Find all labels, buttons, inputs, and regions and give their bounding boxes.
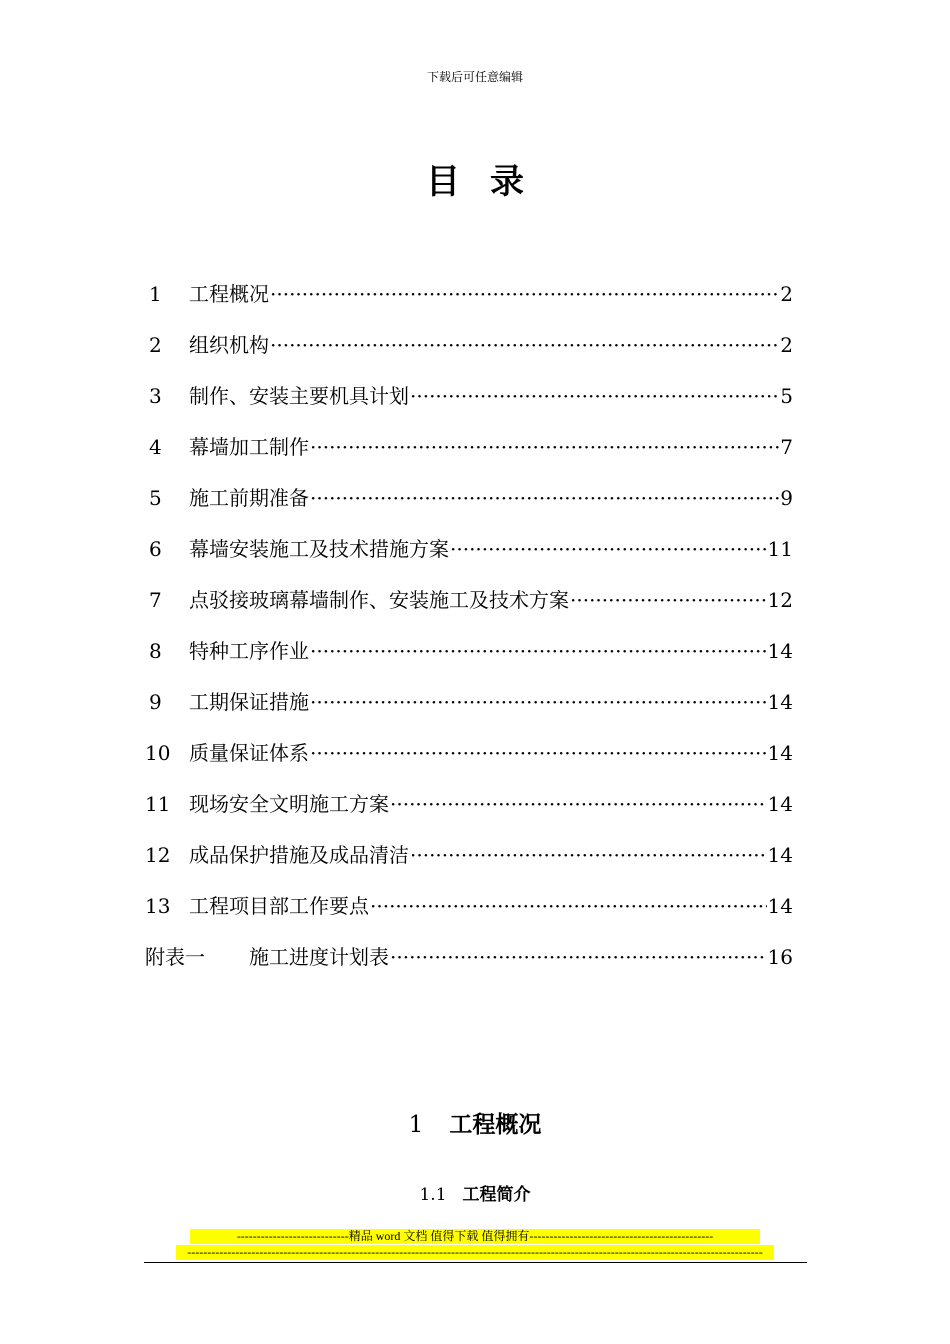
toc-entry[interactable] (145, 329, 793, 380)
toc-entry-page: 5 (780, 384, 793, 408)
toc-entry[interactable] (145, 482, 793, 533)
toc-entry-page: 14 (767, 690, 793, 714)
toc-entry[interactable] (145, 635, 793, 686)
toc-entry-label: 现场安全文明施工方案 (189, 792, 389, 816)
toc-entry[interactable] (145, 380, 793, 431)
toc-entry-label: 工期保证措施 (189, 690, 309, 714)
toc-leader-dots (410, 843, 767, 867)
toc-entry[interactable] (145, 431, 793, 482)
toc-entry-number: 6 (149, 537, 162, 561)
toc-entry-number: 2 (149, 333, 162, 357)
toc-leader-dots (310, 435, 779, 459)
toc-entry-page: 14 (767, 639, 793, 663)
toc-entry-label: 工程概况 (189, 282, 269, 306)
toc-leader-dots (310, 741, 767, 765)
toc-entry-label: 施工前期准备 (189, 486, 309, 510)
toc-entry[interactable] (145, 533, 793, 584)
toc-entry-page: 2 (780, 333, 793, 357)
section-title: 工程概况 (449, 1112, 542, 1138)
toc-entry-label: 组织机构 (189, 333, 269, 357)
toc-entry-label: 点驳接玻璃幕墙制作、安装施工及技术方案 (189, 588, 569, 612)
toc-leader-dots (310, 639, 767, 663)
toc-entry-label: 质量保证体系 (189, 741, 309, 765)
toc-entry-appendix[interactable] (145, 941, 793, 992)
toc-entry-label: 施工进度计划表 (249, 945, 389, 969)
toc-title: 目录 (426, 162, 554, 202)
toc-leader-dots (310, 486, 779, 510)
toc-entry-number: 附表一 (145, 945, 205, 969)
toc-leader-dots (370, 894, 767, 918)
toc-leader-dots (270, 333, 779, 357)
toc-entry-page: 12 (767, 588, 793, 612)
toc-entry-number: 1 (149, 282, 162, 306)
toc-entry[interactable] (145, 737, 793, 788)
toc-entry-page: 14 (767, 894, 793, 918)
toc-entry[interactable] (145, 686, 793, 737)
subsection-heading (0, 1180, 950, 1205)
toc-entry[interactable] (145, 584, 793, 635)
toc-entry-page: 14 (767, 741, 793, 765)
toc-entry-label: 特种工序作业 (189, 639, 309, 663)
toc-entry-number: 4 (149, 435, 162, 459)
toc-entry-page: 11 (767, 537, 793, 561)
toc-entry-number: 12 (145, 843, 171, 867)
toc-entry-label: 幕墙安装施工及技术措施方案 (189, 537, 449, 561)
footer-banner-line-1: ----------------------------精品 word 文档 值得下载 值得拥有---------------------------------------------- (190, 1229, 760, 1244)
toc-leader-dots (390, 945, 767, 969)
toc-entry-page: 16 (767, 945, 793, 969)
toc-entry-number: 8 (149, 639, 162, 663)
toc-list (145, 278, 793, 992)
toc-entry-page: 9 (780, 486, 793, 510)
toc-entry[interactable] (145, 839, 793, 890)
toc-entry-number: 7 (149, 588, 162, 612)
toc-entry-page: 2 (780, 282, 793, 306)
toc-leader-dots (310, 690, 767, 714)
toc-entry-number: 3 (149, 384, 162, 408)
toc-entry-label: 幕墙加工制作 (189, 435, 309, 459)
toc-leader-dots (570, 588, 767, 612)
toc-entry[interactable] (145, 890, 793, 941)
toc-leader-dots (450, 537, 767, 561)
toc-entry[interactable] (145, 788, 793, 839)
toc-leader-dots (410, 384, 779, 408)
toc-entry-page: 14 (767, 792, 793, 816)
toc-entry-page: 7 (780, 435, 793, 459)
toc-entry-number: 5 (149, 486, 162, 510)
toc-entry-label: 工程项目部工作要点 (189, 894, 369, 918)
toc-entry[interactable] (145, 278, 793, 329)
footer-divider (144, 1262, 807, 1263)
subsection-number: 1.1 (419, 1185, 447, 1205)
toc-entry-number: 11 (145, 792, 171, 816)
toc-entry-page: 14 (767, 843, 793, 867)
toc-leader-dots (390, 792, 767, 816)
toc-entry-number: 9 (149, 690, 162, 714)
toc-entry-number: 10 (145, 741, 171, 765)
toc-entry-number: 13 (145, 894, 171, 918)
section-heading (0, 1106, 950, 1139)
toc-entry-label: 成品保护措施及成品清洁 (189, 843, 409, 867)
subsection-title: 工程简介 (462, 1185, 531, 1205)
toc-leader-dots (270, 282, 779, 306)
header-note: 下载后可任意编辑 (426, 70, 523, 84)
section-number: 1 (408, 1112, 424, 1138)
toc-entry-label: 制作、安装主要机具计划 (189, 384, 409, 408)
footer-banner-line-2: ------------------------------------------------------------------------------------------------------------------------------------------------ (176, 1245, 774, 1260)
